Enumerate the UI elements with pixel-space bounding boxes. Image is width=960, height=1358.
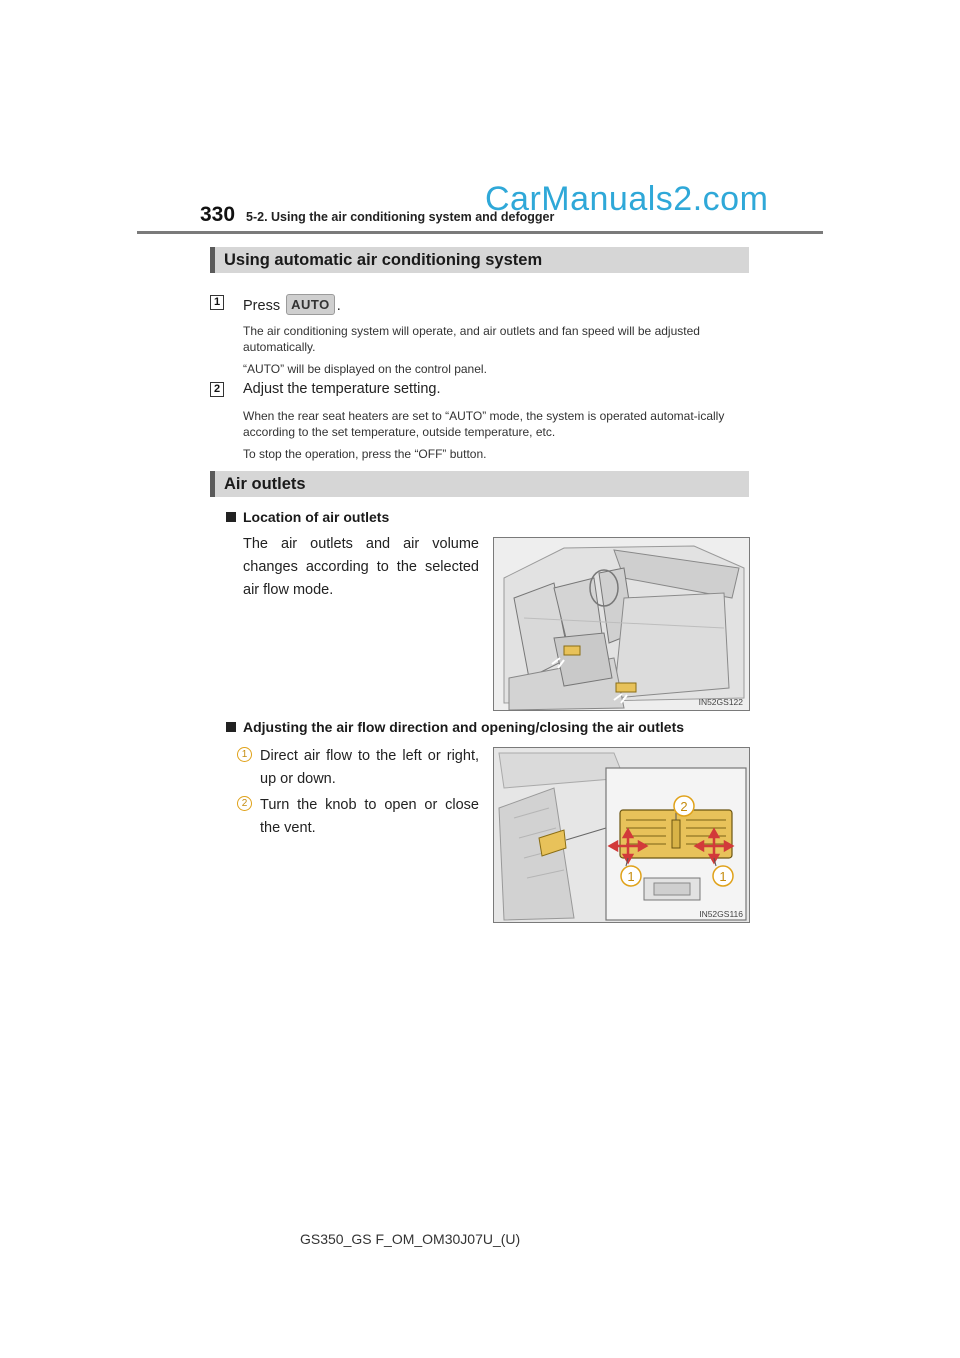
step-1-text: [243, 294, 341, 315]
subheading-adjusting: [226, 719, 684, 735]
list-item-1-text: Direct air flow to the left or right, up or down.: [260, 748, 479, 787]
list-item-2: [227, 794, 479, 840]
callout-1-right: 1: [719, 869, 727, 884]
air-vent-figure: [493, 747, 750, 923]
step-1-note-1: The air conditioning system will operate, and air outlets and fan speed will be adjusted automatically.: [243, 324, 700, 354]
subheading-adjusting-text: Adjusting the air flow direction and opening/closing the air outlets: [243, 719, 685, 735]
callout-2: 2: [680, 799, 688, 814]
subheading-location-text: Location of air outlets: [243, 509, 390, 525]
list-item-1: [227, 745, 479, 791]
step-1-period: .: [336, 298, 341, 314]
step-1-press-label: Press: [243, 298, 281, 314]
square-bullet-icon: [226, 722, 236, 732]
step-2-text: Adjust the temperature setting.: [243, 381, 441, 397]
running-header: 5-2. Using the air conditioning system and defogger: [246, 210, 555, 224]
watermark: CarManuals2.com: [485, 180, 769, 218]
header-rule: [137, 231, 823, 234]
callout-1-left: 1: [627, 869, 635, 884]
auto-button-icon: AUTO: [286, 294, 335, 315]
step-1-badge: 1: [210, 295, 224, 310]
number-circle-1: 1: [237, 747, 252, 762]
number-circle-2: 2: [237, 796, 252, 811]
list-item-2-text: Turn the knob to open or close the vent.: [260, 797, 479, 836]
section-heading-air-outlets: Air outlets: [210, 471, 749, 497]
air-vent-illustration: [494, 748, 750, 923]
section-heading-automatic-ac: Using automatic air conditioning system: [210, 247, 749, 273]
figure-code-2: IN52GS116: [699, 909, 743, 919]
subheading-location: [226, 509, 389, 525]
step-2-note-1: When the rear seat heaters are set to “AUTO” mode, the system is operated automat-ically according to the set temperature, outside temperature, etc.: [243, 409, 725, 439]
car-interior-illustration: [494, 538, 750, 711]
page-number: 330: [200, 203, 236, 226]
step-1-note-2: “AUTO” will be displayed on the control panel.: [243, 362, 487, 376]
document-code: GS350_GS F_OM_OM30J07U_(U): [300, 1231, 521, 1247]
square-bullet-icon: [226, 512, 236, 522]
step-2-note-2: To stop the operation, press the “OFF” button.: [243, 447, 487, 461]
step-2-badge: 2: [210, 382, 224, 397]
car-interior-figure: [493, 537, 750, 711]
location-description: The air outlets and air volume changes according to the selected air flow mode.: [243, 536, 479, 598]
figure-code-1: IN52GS122: [698, 697, 743, 707]
